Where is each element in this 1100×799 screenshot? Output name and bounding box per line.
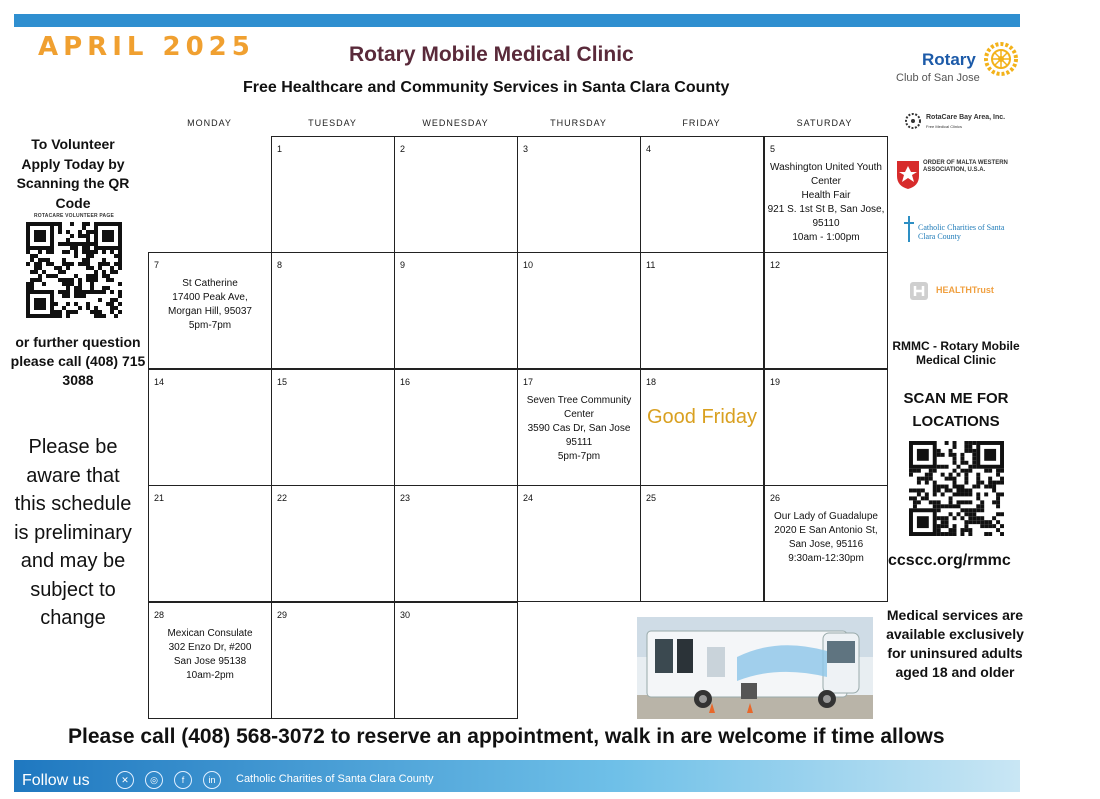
schedule-notice: Please be aware that this schedule is preliminary and may be subject to change — [14, 436, 132, 629]
calendar-event: St Catherine 17400 Peak Ave, Morgan Hill, 95037 5pm-7pm — [168, 278, 252, 331]
instagram-icon[interactable]: ◎ — [145, 771, 163, 789]
linkedin-icon[interactable]: in — [203, 771, 221, 789]
calendar-day-cell — [764, 252, 888, 369]
calendar-day-cell — [271, 136, 395, 253]
ccscc-link[interactable]: ccscc.org/rmmc — [888, 552, 1011, 569]
x-twitter-icon[interactable]: ✕ — [116, 771, 134, 789]
calendar-day-number: 29 — [277, 610, 288, 620]
partner-order-of-malta: ORDER OF MALTA WESTERN ASSOCIATION, U.S.A. — [923, 160, 1008, 173]
rotary-logo — [896, 42, 1020, 88]
calendar-day-cell — [148, 485, 272, 602]
rotary-logo-club: Club of San Jose — [896, 72, 980, 84]
weekday-thursday: THURSDAY — [550, 118, 607, 128]
calendar-day-cell — [394, 485, 518, 602]
calendar-day-cell — [271, 602, 395, 719]
partner-rotacare-sub: Free Medical Clinics — [926, 124, 963, 129]
calendar-day-number: 14 — [154, 377, 165, 387]
calendar-day-number: 12 — [770, 260, 781, 270]
calendar-day-cell — [764, 369, 888, 486]
calendar-day-number: 1 — [277, 144, 283, 154]
calendar-day-number: 9 — [400, 260, 406, 270]
appointment-call-to-action: Please call (408) 568-3072 to reserve an appointment, walk in are welcome if time allows — [68, 725, 945, 748]
contact-text: or further question please call (408) 715 3088 — [10, 334, 146, 388]
calendar-day-cell — [640, 136, 764, 253]
calendar-day-cell — [148, 602, 272, 719]
calendar-day-cell — [517, 485, 641, 602]
calendar-day-number: 5 — [770, 144, 776, 154]
calendar-day-cell — [148, 369, 272, 486]
calendar-day-number: 21 — [154, 493, 165, 503]
calendar-day-number: 18 — [646, 377, 657, 387]
calendar-day-cell — [271, 369, 395, 486]
weekday-tuesday: TUESDAY — [308, 118, 357, 128]
rotary-logo-name: Rotary — [922, 50, 976, 69]
calendar-day-cell — [640, 252, 764, 369]
catholic-charities-icon — [903, 216, 915, 242]
calendar-day-number: 25 — [646, 493, 657, 503]
calendar-day-number: 16 — [400, 377, 411, 387]
page-subtitle: Free Healthcare and Community Services in Santa Clara County — [243, 79, 730, 96]
footer-bar — [14, 760, 1020, 792]
footer-org-name: Catholic Charities of Santa Clara County — [236, 773, 434, 785]
calendar-event: Washington United Youth Center Health Fair 921 S. 1st St B, San Jose, 95110 10am - 1:00pm — [767, 162, 885, 243]
volunteer-qr-code[interactable] — [26, 222, 122, 318]
calendar-event: Our Lady of Guadalupe 2020 E San Antonio St, San Jose, 95116 9:30am-12:30pm — [774, 511, 878, 564]
weekday-friday: FRIDAY — [682, 118, 721, 128]
weekday-header-row — [148, 118, 886, 132]
rotacare-logo-icon — [904, 112, 922, 130]
calendar-day-number: 28 — [154, 610, 165, 620]
calendar-day-cell — [394, 136, 518, 253]
calendar-day-number: 4 — [646, 144, 652, 154]
calendar-day-cell — [394, 369, 518, 486]
calendar-day-cell — [394, 252, 518, 369]
calendar-day-cell — [517, 136, 641, 253]
follow-us-label: Follow us — [22, 772, 90, 789]
calendar-day-number: 8 — [277, 260, 283, 270]
calendar-event: Mexican Consulate 302 Enzo Dr, #200 San Jose 95138 10am-2pm — [167, 628, 253, 681]
calendar-day-cell — [271, 252, 395, 369]
qr-caption: ROTACARE VOLUNTEER PAGE — [34, 213, 114, 219]
calendar-day-cell — [394, 602, 518, 719]
calendar-day-number: 7 — [154, 260, 160, 270]
calendar-day-cell — [640, 485, 764, 602]
calendar-day-number: 23 — [400, 493, 411, 503]
weekday-monday: MONDAY — [187, 118, 232, 128]
rmmc-label: RMMC - Rotary Mobile Medical Clinic — [892, 339, 1020, 367]
calendar-day-number: 15 — [277, 377, 288, 387]
page-title: Rotary Mobile Medical Clinic — [349, 43, 634, 66]
top-banner-bar — [14, 14, 1020, 27]
calendar-day-cell — [271, 485, 395, 602]
calendar-day-cell — [640, 369, 764, 486]
calendar-day-number: 11 — [646, 260, 656, 270]
calendar-day-cell — [517, 252, 641, 369]
calendar-day-number: 10 — [523, 260, 534, 270]
calendar-event: Seven Tree Community Center 3590 Cas Dr, San Jose 95111 5pm-7pm — [526, 395, 632, 462]
calendar-day-cell — [517, 369, 641, 486]
partner-catholic-charities: Catholic Charities of Santa Clara County — [918, 223, 1005, 241]
calendar-day-cell — [148, 252, 272, 369]
partner-rotacare: RotaCare Bay Area, Inc. — [926, 114, 1006, 121]
calendar-day-number: 3 — [523, 144, 529, 154]
holiday-label: Good Friday — [646, 406, 758, 428]
calendar-day-cell — [764, 485, 888, 602]
locations-qr-code[interactable] — [909, 441, 1004, 536]
order-of-malta-shield-icon — [896, 160, 920, 190]
weekday-wednesday: WEDNESDAY — [422, 118, 489, 128]
calendar-day-number: 2 — [400, 144, 406, 154]
mobile-clinic-van-photo — [637, 617, 873, 719]
weekday-saturday: SATURDAY — [796, 118, 853, 128]
calendar-day-number: 26 — [770, 493, 781, 503]
partner-healthtrust: HEALTHTrust — [936, 285, 994, 295]
rotary-wheel-icon — [984, 42, 1018, 76]
eligibility-text: Medical services are available exclusively for uninsured adults aged 18 and older — [886, 607, 1024, 680]
calendar-day-number: 22 — [277, 493, 288, 503]
calendar-day-number: 17 — [523, 377, 534, 387]
calendar-day-number: 30 — [400, 610, 411, 620]
scan-locations-text: SCAN ME FOR LOCATIONS — [903, 390, 1009, 430]
healthtrust-logo-icon — [909, 281, 929, 301]
calendar-day-number: 24 — [523, 493, 534, 503]
month-heading: APRIL 2025 — [38, 32, 255, 62]
calendar-day-number: 19 — [770, 377, 781, 387]
calendar-day-cell — [764, 136, 888, 253]
facebook-icon[interactable]: f — [174, 771, 192, 789]
volunteer-text: To Volunteer Apply Today by Scanning the QR Code — [16, 136, 130, 211]
